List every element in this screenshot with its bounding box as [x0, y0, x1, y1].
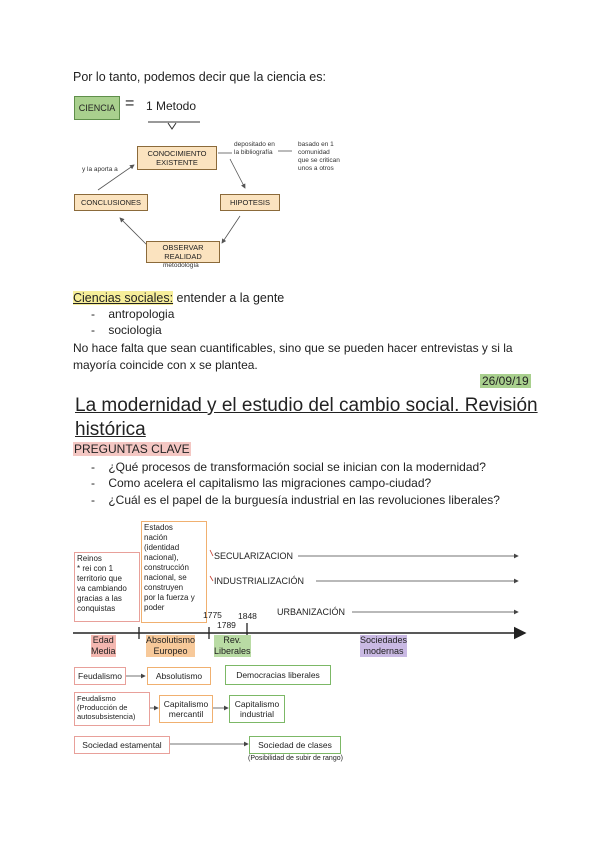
estados-box — [141, 521, 207, 623]
intro-text: Por lo tanto, podemos decir que la ciencia es: — [73, 70, 326, 84]
year-1789: 1789 — [217, 620, 236, 630]
box-line: Estados — [144, 523, 173, 532]
absolutismo-box: Absolutismo — [147, 667, 211, 685]
sociedad-estamental-box: Sociedad estamental — [74, 736, 170, 754]
sociedad-clases-box: Sociedad de clases — [249, 736, 341, 754]
era-line: Absolutismo — [146, 635, 196, 645]
question-text: ¿Qué procesos de transformación social se inician con la modernidad? — [108, 460, 486, 474]
aporte-note: y la aporta a — [82, 166, 118, 173]
feudalismo-box: Feudalismo — [74, 667, 126, 685]
box-line: industrial — [239, 709, 275, 719]
urbanizacion-label: URBANIZACIÓN — [277, 607, 346, 617]
ciencias-sociales-term: Ciencias sociales: — [73, 291, 174, 305]
box-line: nacional, se — [144, 573, 187, 582]
note-line: basado en 1 — [298, 141, 334, 148]
box-line: va cambiando — [77, 584, 127, 593]
box-line: Capitalismo — [234, 699, 280, 709]
note-line: unos a otros — [298, 165, 334, 172]
hipotesis-node: HIPOTESIS — [220, 194, 280, 211]
metodologia-note: metodología — [163, 262, 199, 269]
date-stamp: 26/09/19 — [482, 374, 529, 388]
box-line: Capitalismo — [163, 699, 209, 709]
list-item-text: sociologia — [108, 323, 162, 337]
paragraph: No hace falta que sean cuantificables, sino que se pueden hacer entrevistas y si la mayoría coincide con x se plantea. — [73, 341, 513, 372]
node-line: OBSERVAR — [162, 243, 204, 252]
note-line: la bibliografía — [234, 149, 273, 156]
question-item: - Como acelera el capitalismo las migraciones campo-ciudad? — [91, 476, 432, 490]
era-line: Media — [91, 646, 116, 656]
box-line: Reinos — [77, 554, 102, 563]
ciencias-sociales-line — [73, 291, 284, 305]
note-line: depositado en — [234, 141, 275, 148]
box-line: nacional), — [144, 553, 179, 562]
conocimiento-node — [137, 146, 217, 170]
box-line: autosubsistencia) — [77, 712, 136, 721]
box-line: mercantil — [168, 709, 204, 719]
conclusiones-node: CONCLUSIONES — [74, 194, 148, 211]
box-line: construcción — [144, 563, 189, 572]
posibilidad-note: (Posibilidad de subir de rango) — [248, 755, 343, 762]
basado-note — [298, 141, 340, 173]
note-line: comunidad — [298, 149, 330, 156]
metodo-label: 1 Metodo — [146, 99, 197, 113]
capitalismo-mercantil-box — [159, 695, 213, 723]
question-text: Como acelera el capitalismo las migraciones campo-ciudad? — [108, 476, 432, 490]
era-line: Liberales — [214, 646, 251, 656]
democracias-box: Democracias liberales — [225, 665, 331, 685]
era-line: modernas — [363, 646, 404, 656]
preguntas-clave-label: PREGUNTAS CLAVE — [74, 442, 190, 456]
ciencia-box: CIENCIA — [74, 96, 120, 120]
node-line: REALIDAD — [164, 252, 202, 261]
year-1775: 1775 — [203, 610, 222, 620]
box-line: gracias a las — [77, 594, 122, 603]
note-line: que se critican — [298, 157, 340, 164]
section-heading: La modernidad y el estudio del cambio social. Revisión histórica — [75, 395, 538, 440]
box-line: (identidad — [144, 543, 180, 552]
box-line: territorio que — [77, 574, 122, 583]
box-line: conquistas — [77, 604, 116, 613]
box-line: construyen — [144, 583, 184, 592]
feudalismo-produccion-box — [74, 692, 150, 726]
depositado-note — [234, 141, 275, 157]
equals-sign: = — [125, 95, 135, 112]
era-sociedades-modernas — [360, 635, 407, 657]
list-item: - sociologia — [91, 323, 162, 337]
question-text: ¿Cuál es el papel de la burguesía industrial en las revoluciones liberales? — [108, 493, 500, 507]
era-rev-liberales — [214, 635, 251, 657]
industrializacion-label: INDUSTRIALIZACIÓN — [214, 576, 305, 586]
secularizacion-label: SECULARIZACION — [214, 551, 294, 561]
list-item-text: antropologia — [108, 307, 175, 321]
ciencias-sociales-def: entender a la gente — [173, 291, 285, 305]
reinos-box — [74, 552, 140, 622]
box-line: nación — [144, 533, 168, 542]
box-line: por la fuerza y — [144, 593, 195, 602]
capitalismo-industrial-box — [229, 695, 285, 723]
era-line: Rev. — [223, 635, 242, 645]
box-line: (Producción de — [77, 703, 128, 712]
year-1848: 1848 — [238, 611, 257, 621]
question-item: - ¿Cuál es el papel de la burguesía industrial en las revoluciones liberales? — [91, 493, 500, 507]
node-line: CONOCIMIENTO — [147, 149, 207, 158]
era-absolutismo — [146, 635, 195, 657]
era-line: Sociedades — [360, 635, 408, 645]
timeline-lines — [0, 510, 600, 770]
list-item: - antropologia — [91, 307, 175, 321]
box-line: poder — [144, 603, 165, 612]
era-line: Europeo — [153, 646, 188, 656]
era-edad-media — [91, 635, 116, 657]
node-line: EXISTENTE — [156, 158, 198, 167]
question-item: - ¿Qué procesos de transformación social se inician con la modernidad? — [91, 460, 486, 474]
box-line: Feudalismo — [77, 694, 116, 703]
observar-node — [146, 241, 220, 263]
box-line: * rei con 1 — [77, 564, 114, 573]
era-line: Edad — [92, 635, 114, 645]
